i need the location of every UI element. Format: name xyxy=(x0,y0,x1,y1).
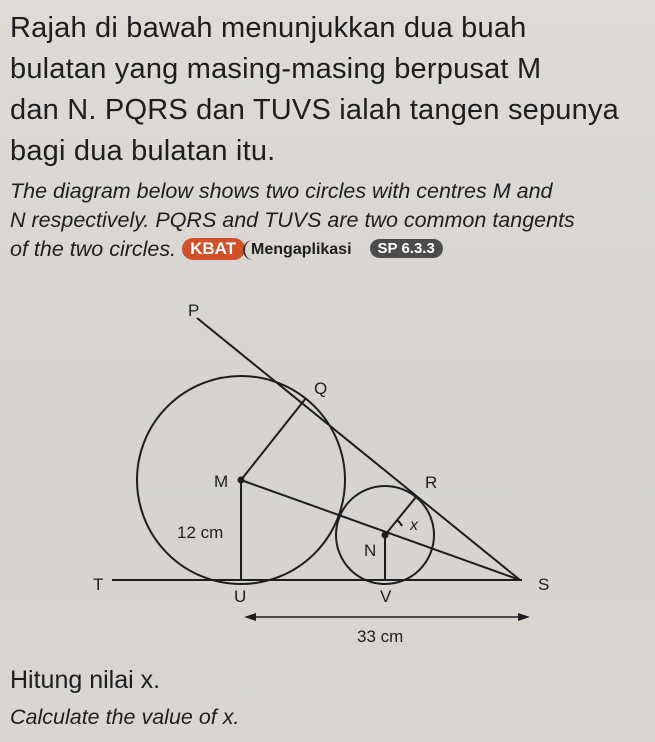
question-malay: Hitung nilai x. xyxy=(10,666,161,694)
kbat-badge: KBAT xyxy=(182,238,245,260)
angle-x-label: x xyxy=(410,517,418,534)
label-s: S xyxy=(538,575,550,594)
english-line-2: N respectively. PQRS and TUVS are two common tangents xyxy=(10,208,575,232)
label-q: Q xyxy=(314,379,328,398)
radius-label: 12 cm xyxy=(177,523,224,542)
english-line-3 xyxy=(10,235,650,264)
label-t: T xyxy=(93,575,104,594)
tangent-pqrs xyxy=(197,318,520,580)
tangent-circles-diagram xyxy=(0,280,655,660)
label-r: R xyxy=(425,473,438,492)
label-p: P xyxy=(188,301,200,320)
label-v: V xyxy=(380,587,392,606)
distance-label: 33 cm xyxy=(357,627,404,646)
angle-x-arc xyxy=(397,520,402,526)
malay-line-1: Rajah di bawah menunjukkan dua buah xyxy=(10,12,527,44)
sp-badge: SP 6.3.3 xyxy=(370,239,443,258)
radius-mq xyxy=(241,398,306,480)
malay-line-3: dan N. PQRS dan TUVS ialah tangen sepunya xyxy=(10,94,619,126)
centre-n-dot xyxy=(382,532,389,539)
distance-arrow xyxy=(244,613,530,621)
question-english: Calculate the value of x. xyxy=(10,705,240,729)
english-line-1: The diagram below shows two circles with centres M and xyxy=(10,179,553,203)
english-line-3-text: of the two circles. xyxy=(10,237,177,261)
centre-m-dot xyxy=(238,477,245,484)
label-m: M xyxy=(214,472,229,491)
malay-line-4: bagi dua bulatan itu. xyxy=(10,135,276,167)
malay-description xyxy=(10,8,650,172)
label-n: N xyxy=(364,541,377,560)
mengaplikasi-label: Mengaplikasi xyxy=(243,240,357,260)
label-u: U xyxy=(234,587,247,606)
malay-line-2: bulatan yang masing-masing berpusat M xyxy=(10,53,542,85)
line-ms xyxy=(241,480,520,580)
english-description xyxy=(10,177,650,264)
